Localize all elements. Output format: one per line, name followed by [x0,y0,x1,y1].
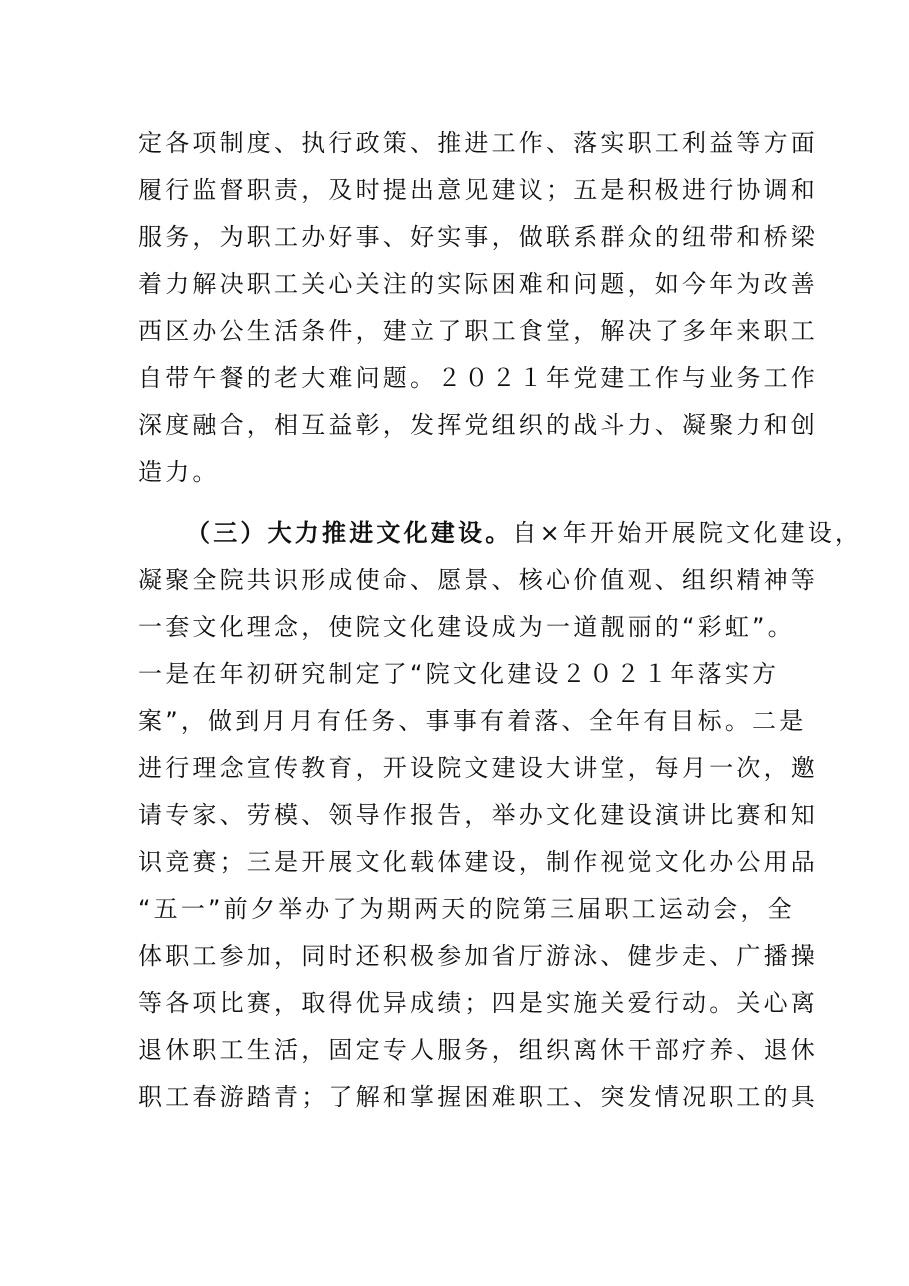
body-text-line: 服务，为职工办好事、好实事，做联系群众的纽带和桥梁 [138,223,818,251]
body-text-line: 一是在年初研究制定了“院文化建设２０２１年落实方 [138,660,780,688]
body-text-line: 着力解决职工关心关注的实际困难和问题，如今年为改善 [138,270,818,298]
section-heading: （三）大力推进文化建设。 [186,519,513,547]
body-text-line: 退休职工生活，固定专人服务，组织离休干部疗养、退休 [138,1036,818,1064]
body-text-line: 案”，做到月月有任务、事事有着落、全年有目标。二是 [138,707,807,735]
section-first-line [186,518,863,548]
body-text-line: 等各项比赛，取得优异成绩；四是实施关爱行动。关心离 [138,989,818,1017]
body-text-line: 凝聚全院共识形成使命、愿景、核心价值观、组织精神等 [138,566,818,594]
body-text-line: 履行监督职责，及时提出意见建议；五是积极进行协调和 [138,176,818,204]
body-text-line: 职工春游踏青；了解和掌握困难职工、突发情况职工的具 [138,1083,818,1111]
body-text-line: 造力。 [138,458,220,486]
body-text-line: 进行理念宣传教育，开设院文建设大讲堂，每月一次，邀 [138,754,818,782]
body-text-line: 西区办公生活条件，建立了职工食堂，解决了多年来职工 [138,317,818,345]
section-heading-rest: 自×年开始开展院文化建设， [512,519,863,547]
body-text-line: 体职工参加，同时还积极参加省厅游泳、健步走、广播操 [138,942,818,970]
body-text-line: 定各项制度、执行政策、推进工作、落实职工利益等方面 [138,129,818,157]
body-text-line: “五一”前夕举办了为期两天的院第三届职工运动会，全 [138,895,795,923]
body-text-line: 识竞赛；三是开展文化载体建设，制作视觉文化办公用品 [138,848,818,876]
body-text-line: 一套文化理念，使院文化建设成为一道靓丽的“彩虹”。 [138,613,795,641]
body-text-line: 请专家、劳模、领导作报告，举办文化建设演讲比赛和知 [138,801,818,829]
body-text-line: 深度融合，相互益彰，发挥党组织的战斗力、凝聚力和创 [138,411,818,439]
body-text-line: 自带午餐的老大难问题。２０２１年党建工作与业务工作 [138,364,818,392]
